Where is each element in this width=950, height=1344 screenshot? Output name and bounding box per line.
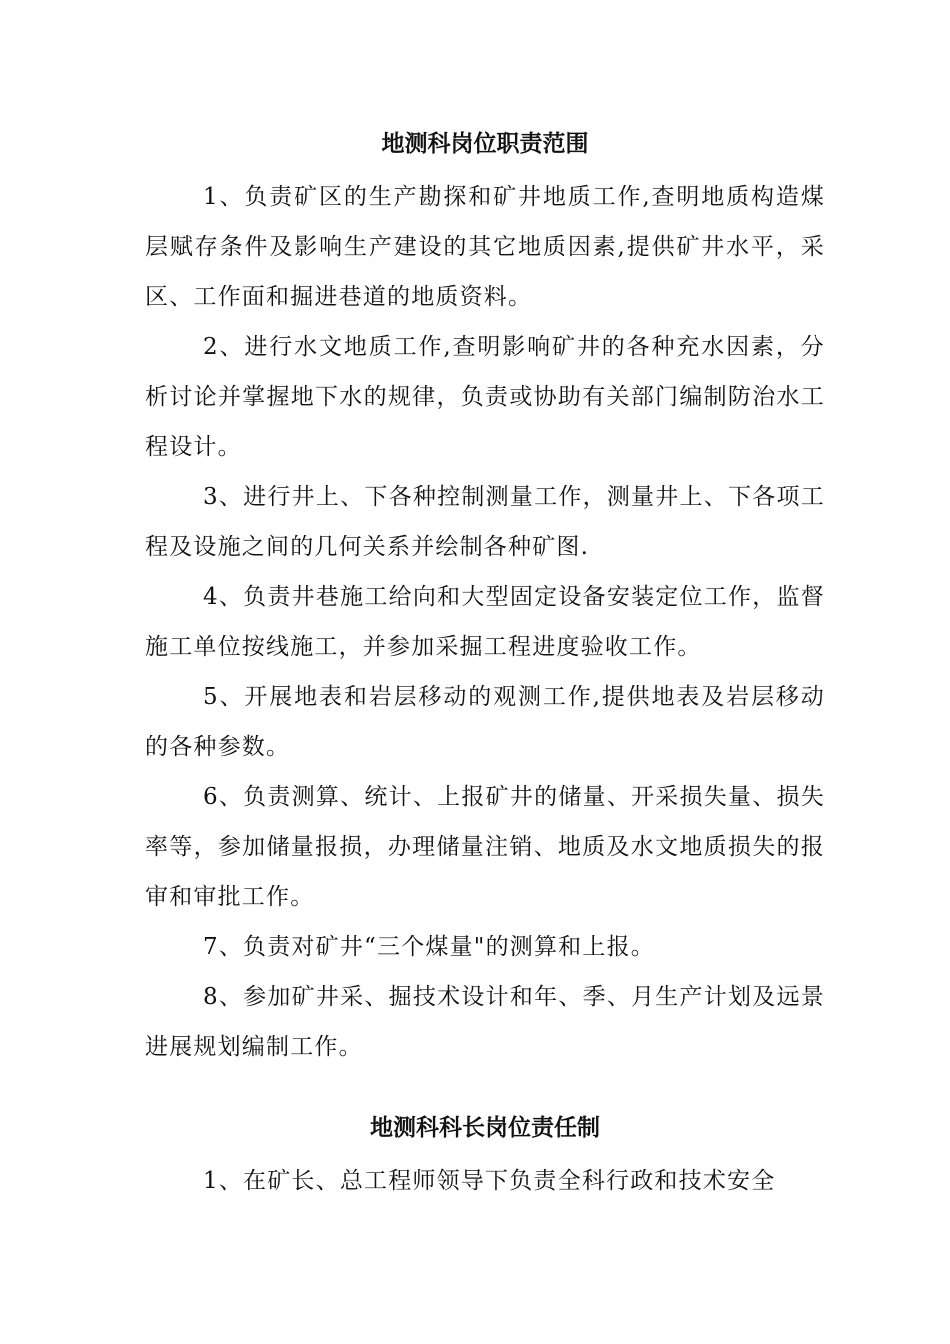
section-title-dept-duties: 地测科岗位职责范围: [381, 131, 589, 157]
duty-paragraph-8: 8、参加矿井采、掘技术设计和年、季、月生产计划及远景进展规划编制工作。: [145, 984, 825, 1060]
duty-paragraph-3: 3、进行井上、下各种控制测量工作，测量井上、下各项工程及设施之间的几何关系并绘制各种矿图.: [145, 484, 825, 560]
section-title-chief-responsibility: 地测科科长岗位责任制: [370, 1115, 600, 1141]
duty-paragraph-4: 4、负责井巷施工给向和大型固定设备安装定位工作，监督施工单位按线施工，并参加采掘工程进度验收工作。: [145, 584, 825, 660]
duty-paragraph-6: 6、负责测算、统计、上报矿井的储量、开采损失量、损失率等，参加储量报损，办理储量注销、地质及水文地质损失的报审和审批工作。: [145, 784, 825, 910]
duty-paragraph-7: 7、负责对矿井“三个煤量"的测算和上报。: [203, 934, 655, 960]
duty-paragraph-1: 1、负责矿区的生产勘探和矿井地质工作,查明地质构造煤层赋存条件及影响生产建设的其它地质因素,提供矿井水平，采区、工作面和掘进巷道的地质资料。: [145, 184, 825, 310]
duty-paragraph-5: 5、开展地表和岩层移动的观测工作,提供地表及岩层移动的各种参数。: [145, 684, 825, 760]
duty-paragraph-2: 2、进行水文地质工作,查明影响矿井的各种充水因素，分析讨论并掌握地下水的规律，负责或协助有关部门编制防治水工程设计。: [145, 334, 825, 460]
document-body: [145, 122, 825, 1206]
chief-paragraph-1: 1、在矿长、总工程师领导下负责全科行政和技术安全: [203, 1168, 776, 1194]
